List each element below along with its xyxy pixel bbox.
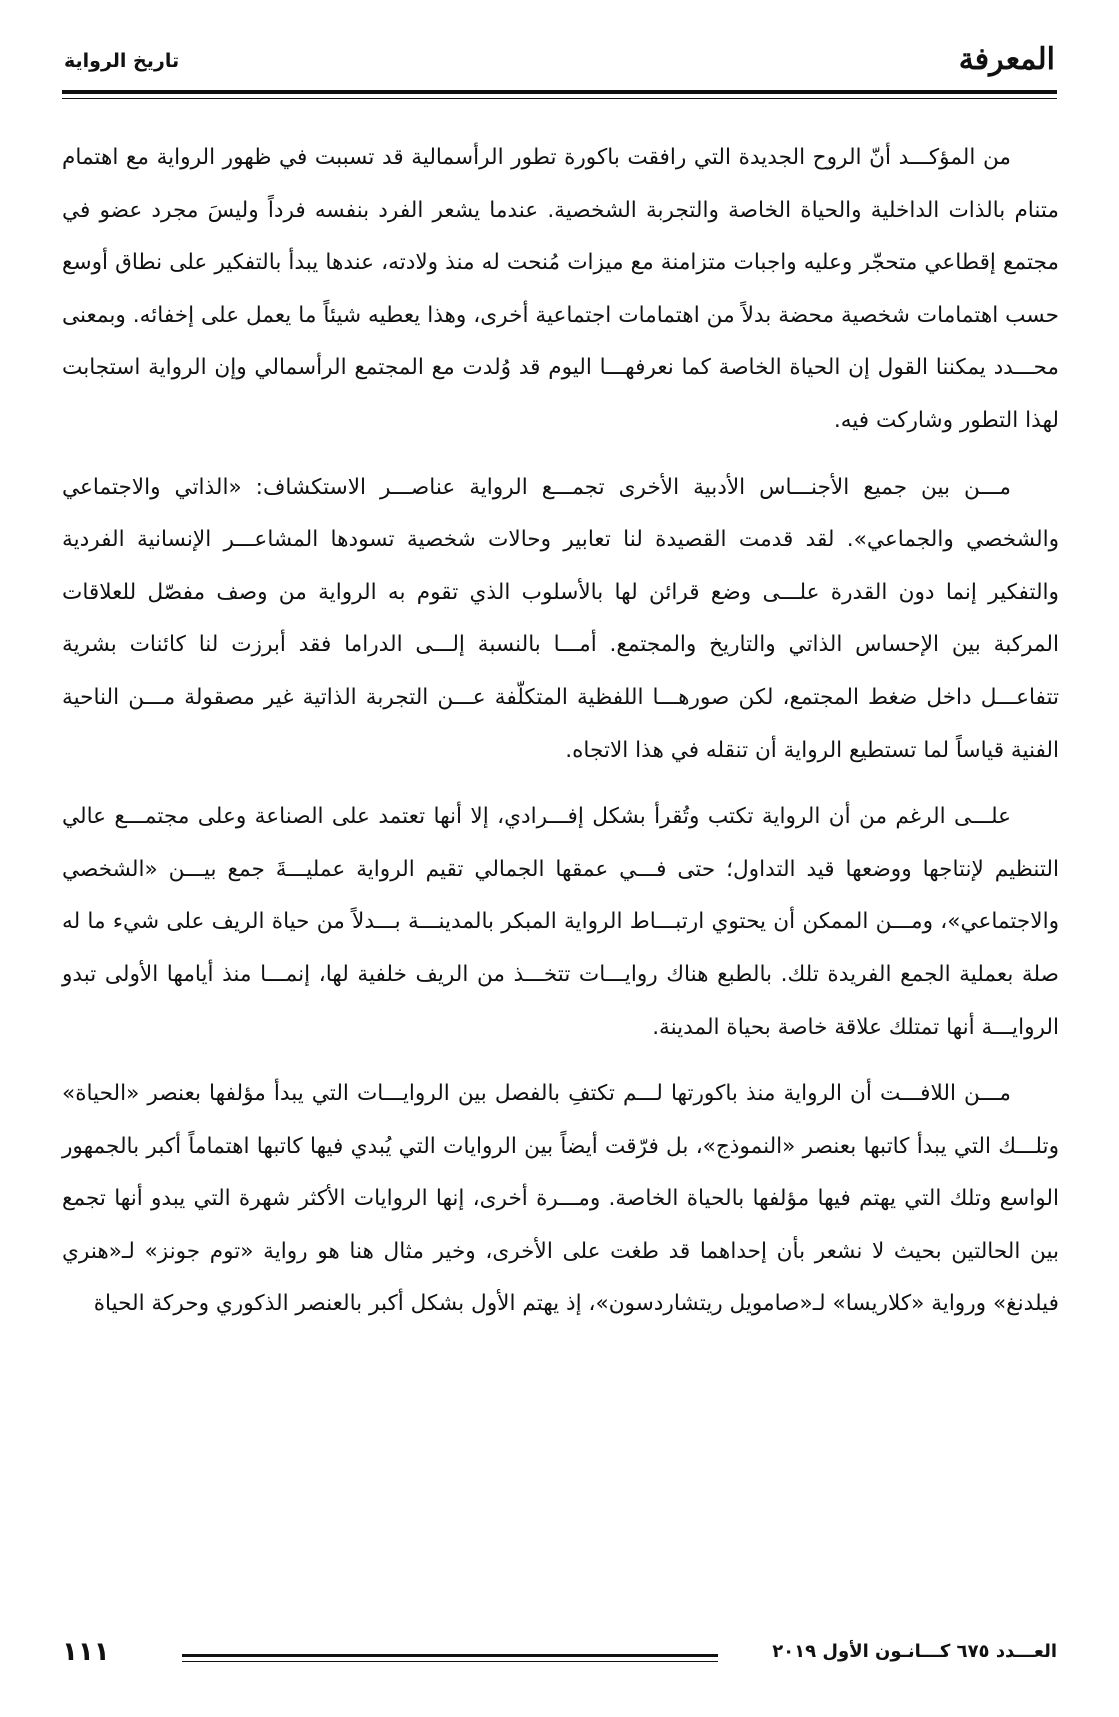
paragraph: مـــن بين جميع الأجنـــاس الأدبية الأخرى تجمـــع الرواية عناصـــر الاستكشاف: «الذاتي والاجتماعي والشخصي والجماعي». لقد قدمت القصيدة لنا تعابير وحالات شخصية تسودها المشاعـــر الإنسانية الفردية والتفكير إنما دون القدرة علـــى وضع قرائن لها بالأسلوب الذي تقوم به الرواية من وصف مفصّل للعلاقات المركبة بين الإحساس الذاتي والتاريخ والمجتمع. أمـــا بالنسبة إلـــى الدراما فقد أبرزت لنا كائنات بشرية تتفاعـــل داخل ضغط المجتمع، لكن صورهـــا اللفظية المتكلّفة عـــن التجربة الذاتية غير مصقولة مـــن الناحية الفنية قياساً لما تستطيع الرواية أن تنقله في هذا الاتجاه.	[62, 474, 1059, 763]
page-footer	[62, 1637, 1057, 1677]
header-divider	[62, 90, 1057, 94]
paragraph: من المؤكـــد أنّ الروح الجديدة التي رافقت باكورة تطور الرأسمالية قد تسببت في ظهور الرواية مع اهتمام متنام بالذات الداخلية والحياة الخاصة والتجربة الشخصية. عندما يشعر الفرد بنفسه فرداً وليسَ مجرد عضو في مجتمع إقطاعي متحجّر وعليه واجبات متزامنة مع ميزات مُنحت له منذ ولادته، عندها يبدأ بالتفكير على نطاق أوسع حسب اهتمامات شخصية محضة بدلاً من اهتمامات اجتماعية أخرى، وهذا يعطيه شيئاً ما يعمل على إخفائه. وبمعنى محـــدد يمكننا القول إن الحياة الخاصة كما نعرفهـــا اليوم قد وُلدت مع المجتمع الرأسمالي وإن الرواية استجابت لهذا التطور وشاركت فيه.	[62, 145, 1059, 433]
page-header	[62, 40, 1057, 84]
issue-info: العـــدد ٦٧٥ كـــانـون الأول ٢٠١٩	[772, 1641, 1057, 1662]
page-number: ١١١	[62, 1637, 110, 1667]
header-divider-thin	[62, 98, 1057, 99]
footer-divider-thin	[182, 1661, 718, 1662]
magazine-logo: المعرفة	[958, 42, 1055, 77]
section-title: تاريخ الرواية	[64, 50, 180, 72]
footer-divider	[182, 1654, 718, 1657]
paragraph: علـــى الرغم من أن الرواية تكتب وتُقرأ بشكل إفـــرادي، إلا أنها تعتمد على الصناعة وعلى مجتمـــع عالي التنظيم لإنتاجها ووضعها قيد التداول؛ حتى فـــي عمقها الجمالي تقيم الرواية عمليـــةَ جمع بيـــن «الشخصي والاجتماعي»، ومـــن الممكن أن يحتوي ارتبـــاط الرواية المبكر بالمدينـــة بـــدلاً من حياة الريف على شيء ما له صلة بعملية الجمع الفريدة تلك. بالطبع هناك روايـــات تتخـــذ من الريف خلفية لها، إنمـــا منذ أيامها الأولى تبدو الروايـــة أنها تمتلك علاقة خاصة بحياة المدينة.	[62, 804, 1059, 1040]
paragraph: مـــن اللافـــت أن الرواية منذ باكورتها لـــم تكتفِ بالفصل بين الروايـــات التي يبدأ مؤلفها بعنصر «الحياة» وتلـــك التي يبدأ كاتبها بعنصر «النموذج»، بل فرّقت أيضاً بين الروايات التي يُبدي فيها كاتبها اهتماماً أكبر بالجمهور الواسع وتلك التي يهتم فيها مؤلفها بالحياة الخاصة. ومـــرة أخرى، إنها الروايات الأكثر شهرة التي يبدو أنها تجمع بين الحالتين بحيث لا نشعر بأن إحداهما قد طغت على الأخرى، وخير مثال هنا هو رواية «توم جونز» لـ«هنري فيلدنغ» ورواية «كلاريسا» لـ«صامويل ريتشاردسون»، إذ يهتم الأول بشكل أكبر بالعنصر الذكوري وحركة الحياة	[62, 1081, 1059, 1317]
article-body	[62, 132, 1059, 1345]
